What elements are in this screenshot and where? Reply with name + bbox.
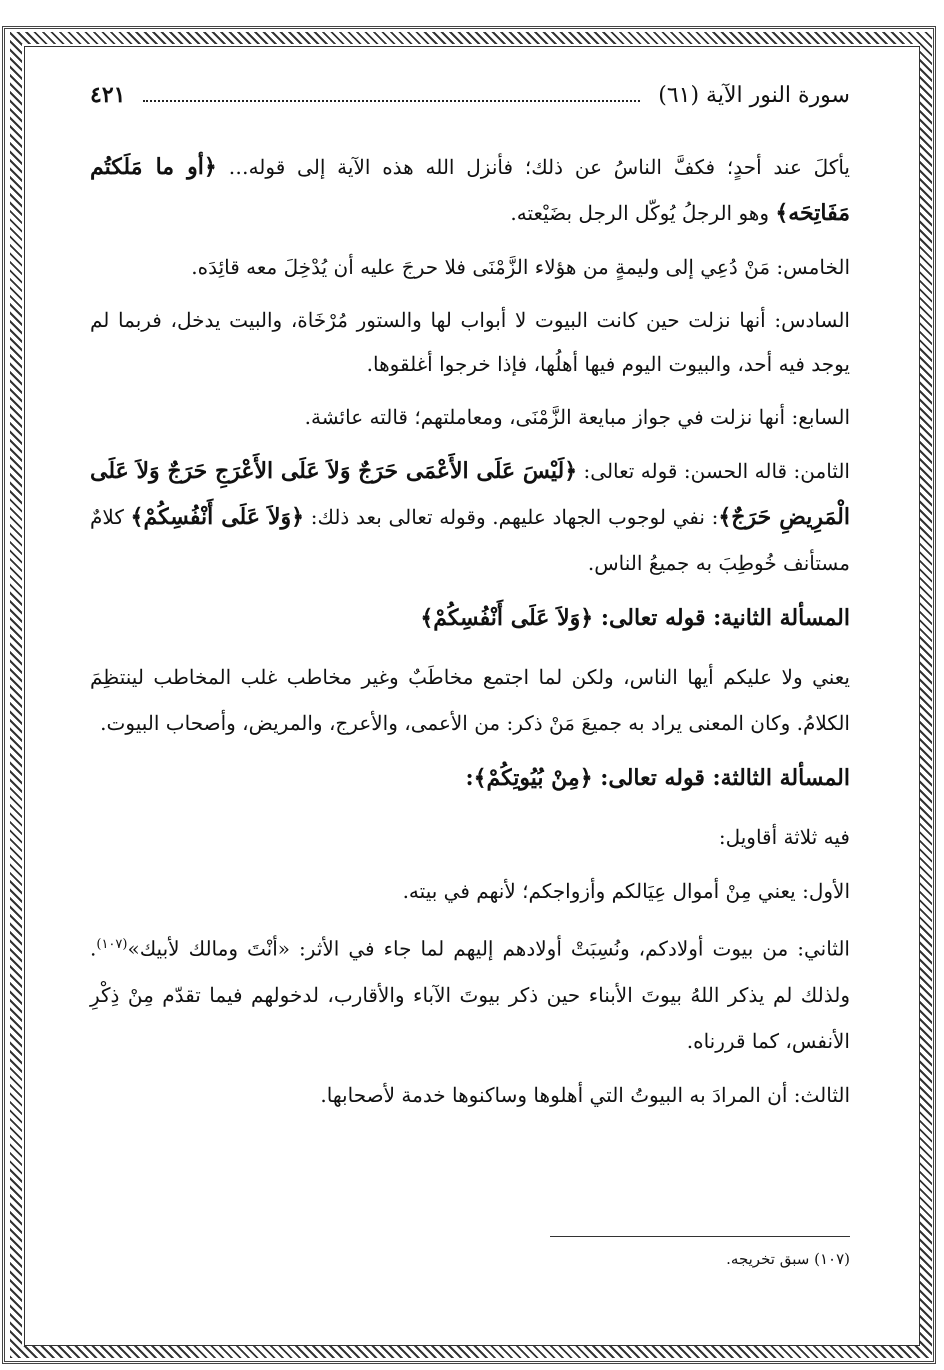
section-heading-3	[90, 754, 850, 802]
paragraph-sixth: السادس: أنها نزلت حين كانت البيوت لا أبواب لها والستور مُرْخَاة، والبيت يدخل، فربما لم يوجد فيه أحد، والبيوت اليوم فيها أهلُها، فإذا خرجوا أغلقوها.	[90, 308, 850, 376]
section-heading-2	[90, 594, 850, 642]
paragraph-second-opinion	[90, 922, 850, 1064]
paragraph-fifth: الخامس: مَنْ دُعِي إلى وليمةٍ من هؤلاء الزَّمْنَى فلا حرجَ عليه أن يُدْخِلَ معه قائِدَه.	[191, 255, 850, 279]
paragraph-eighth	[90, 448, 850, 586]
paragraph-text: الثاني: من بيوت أولادكم، ونُسِبَتْ أولادهم إليهم لما جاء في الأثر: «أنْتَ ومالك لأبيك»	[127, 936, 850, 961]
quran-quote: ﴿لَيْسَ عَلَى الأَعْمَى حَرَجٌ وَلاَ عَلَى الأَعْرَجِ حَرَجٌ وَلاَ عَلَى الْمَرِيضِ حَرَجٌ﴾	[90, 458, 850, 530]
header-dot-leader	[143, 88, 640, 102]
paragraph-text: : نفي لوجوب الجهاد عليهم. وقوله تعالى بعد ذلك:	[304, 505, 719, 529]
book-page	[90, 62, 850, 1332]
heading-suffix: :	[465, 765, 474, 791]
paragraph-third-opinion: الثالث: أن المرادَ به البيوتُ التي أهلوها وساكنوها خدمة لأصحابها.	[320, 1082, 850, 1107]
paragraph-first-opinion: الأول: يعني مِنْ أموال عِيَالكم وأزواجكم؛ لأنهم في بيته.	[402, 879, 850, 903]
footnote-reference[interactable]: (١٠٧)	[96, 937, 128, 952]
quran-quote: ﴿وَلاَ عَلَى أَنْفُسِكُمْ﴾	[420, 605, 594, 631]
paragraph-text: الثامن: قاله الحسن: قوله تعالى:	[577, 459, 850, 483]
footnote-text: سبق تخريجه.	[726, 1250, 810, 1268]
paragraph-text: يأكلَ عند أحدٍ؛ فكفَّ الناسُ عن ذلك؛ فأنزل الله هذه الآية إلى قوله…	[216, 155, 850, 179]
paragraph-explanation: يعني ولا عليكم أيها الناس، ولكن لما اجتمع مخاطَبٌ وغير مخاطب غلب المخاطب لينتظِمَ الكلامُ. وكان المعنى يراد به جميعَ مَنْ ذكر: من الأعمى، والأعرج، والمريض، وأصحاب البيوت.	[90, 665, 850, 735]
footnote	[90, 1250, 850, 1268]
heading-label: المسألة الثالثة: قوله تعالى:	[592, 765, 850, 791]
running-header	[90, 78, 850, 112]
footnote-number: (١٠٧)	[814, 1250, 850, 1268]
paragraph-continuation	[90, 144, 850, 236]
heading-label: المسألة الثانية: قوله تعالى:	[593, 605, 850, 631]
paragraph-seventh: السابع: أنها نزلت في جواز مبايعة الزَّمْنَى، ومعاملتهم؛ قالته عائشة.	[304, 405, 850, 429]
quran-quote: ﴿أو ما مَلَكتُم مَفَاتِحَه﴾	[90, 154, 850, 226]
running-title: سورة النور الآية (٦١)	[658, 82, 850, 108]
paragraph-intro: فيه ثلاثة أقاويل:	[718, 825, 850, 849]
paragraph-text: كلامٌ مستأنف خُوطِبَ به جميعُ الناس.	[90, 505, 850, 575]
quran-quote: ﴿وَلاَ عَلَى أَنْفُسِكُمْ﴾	[130, 504, 305, 530]
page-body	[90, 144, 850, 1126]
page-number: ٤٢١	[90, 82, 126, 108]
paragraph-text: . ولذلك لم يذكر اللهُ بيوتَ الأبناء حين ذكر بيوتَ الآباء والأقارب، لدخولهم فيما تقدّم مِنْ ذِكْرِ الأنفس، كما قررناه.	[90, 936, 850, 1053]
quran-quote: ﴿مِنْ بُيُوتِكُمْ﴾	[473, 765, 593, 791]
footnote-divider	[550, 1236, 850, 1237]
paragraph-text: وهو الرجلُ يُوكّل الرجل بضَيْعته.	[510, 201, 776, 225]
